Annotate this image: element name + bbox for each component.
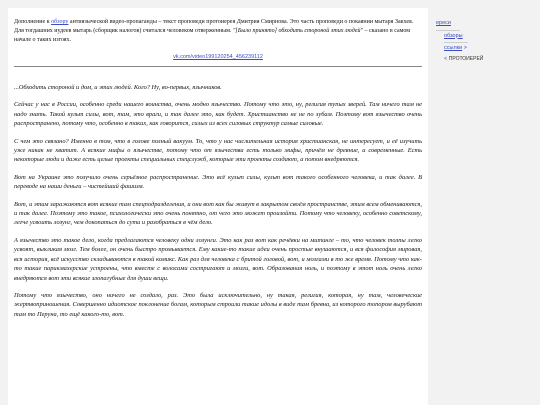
sermon-paragraph: ...Обходить стороной и дом, и этих людей. Кого? Ну, во-первых, язычников.	[14, 84, 222, 91]
nav-back-label: ПРОТОИЕРЕЙ	[448, 55, 484, 62]
sermon-paragraph: А язычество это такое дело, когда предлагаются человеку одни лозунги. Это как раз вот как речёвки на митинге – то, что человек толпы легко усвоят, выкликая мозг. Тем более, он очень быстро промывается. Ему какие-то такие идеи очень простые внушаются, и вся философия мировая, вся история, всё искусство складываются в такой комикс. Как раз для человека с бритой головой, вот, и мозгами в то же время. Потому что как-то такие парикмахерские устроены, что вместе с волосами состригают и мозги, вот. Образования ноль, и поэтому в этот ноль очень легко внедряются вот эти всякие злопагубные для души вещи.	[14, 236, 422, 282]
sermon-text	[14, 83, 422, 319]
chevron-left-icon: <	[444, 55, 448, 62]
video-link[interactable]: vk.com/video199120254_456239112	[173, 54, 263, 60]
article-content	[8, 8, 428, 405]
intro-paragraph	[14, 18, 422, 45]
nav-item-reviews[interactable]: обзоры	[444, 32, 463, 39]
nav-item-links[interactable]: ссылки	[444, 45, 463, 51]
divider	[14, 66, 422, 67]
sermon-paragraph: Потому что язычество, оно ничего не создало, раз. Это была исключительно, ну такая, религия, которая, ну там, человеческие жертвоприношения. Совершенно идиотское поклонение богам, которым строили такие идолы в виде там бревна, из которого топором вырубают там то Перуна, то ещё какого-то, вот.	[14, 291, 422, 318]
nav-divider	[444, 42, 468, 43]
intro-text-1: антиязыческой видео-пропаганды – текст проповеди протоиерея Дмитрия Смирнова. Это часть проповеди о покаянии мытаря Закхея. Для тогдашних иудеев мытарь (сборщик налогов) считался человеком отверженным.	[14, 19, 414, 34]
side-navigation	[436, 20, 532, 63]
chevron-right-icon[interactable]: >	[463, 45, 467, 51]
nav-item-heresies[interactable]: ереси	[436, 20, 451, 26]
sermon-paragraph: Сейчас у нас в России, особенно среди нашего воинства, очень модно язычество. Потому что это, ну, религия тупых зверей. Там ничего там не надо знать. Такой культ силы, вот, там, это враги, и так далее это, как будет. Христианство не не по зубам. Поэтому вот язычество очень распространено, потому что, особенно в таких, как говорится, силых из всех силовых структур самые силовые.	[14, 101, 422, 128]
sermon-paragraph: С чем это связано? Именно в том, что в голове полный вакуум. То, что у нас числительная история христианская, не интересует, и её изучить уже никак не хватит. А всякие мифы о язычестве, потому что от язычества есть только мифы, причём не древние, а современные. Есть некоторые люди и даже есть целые проекты специальных спецслужб, которые эти проекты создают, а потом внедряются.	[14, 137, 422, 164]
nav-back-item[interactable]	[444, 56, 532, 64]
review-link[interactable]: обзору	[51, 19, 69, 25]
sermon-paragraph: Вот, и этим заражаются вот всякие там спецподразделения, и они вот как бы живут в закрытом своём пространстве, этим всем обмениваются, и так далее. Поэтому это такое, психологически это очень понятно, от чего это может произойти. Потому что человеку, особенно советскому, легче усвоить лозунг, чем докопаться до сути и разобраться в чём дело.	[14, 200, 422, 227]
nav-divider	[436, 30, 460, 31]
intro-text-2: – сказано в самом начале о таких изгоях.	[14, 28, 411, 43]
sermon-paragraph: Вот на Украине это получило очень серьёзное распространение. Это всё культ силы, культ вот такого особенного человека, и так далее. В переводе на наши деньги – чистейший фашизм.	[14, 173, 422, 191]
intro-prefix: Дополнение к	[14, 19, 52, 25]
intro-quote: "[Было принято] обходить стороной этих людей"	[232, 28, 363, 34]
